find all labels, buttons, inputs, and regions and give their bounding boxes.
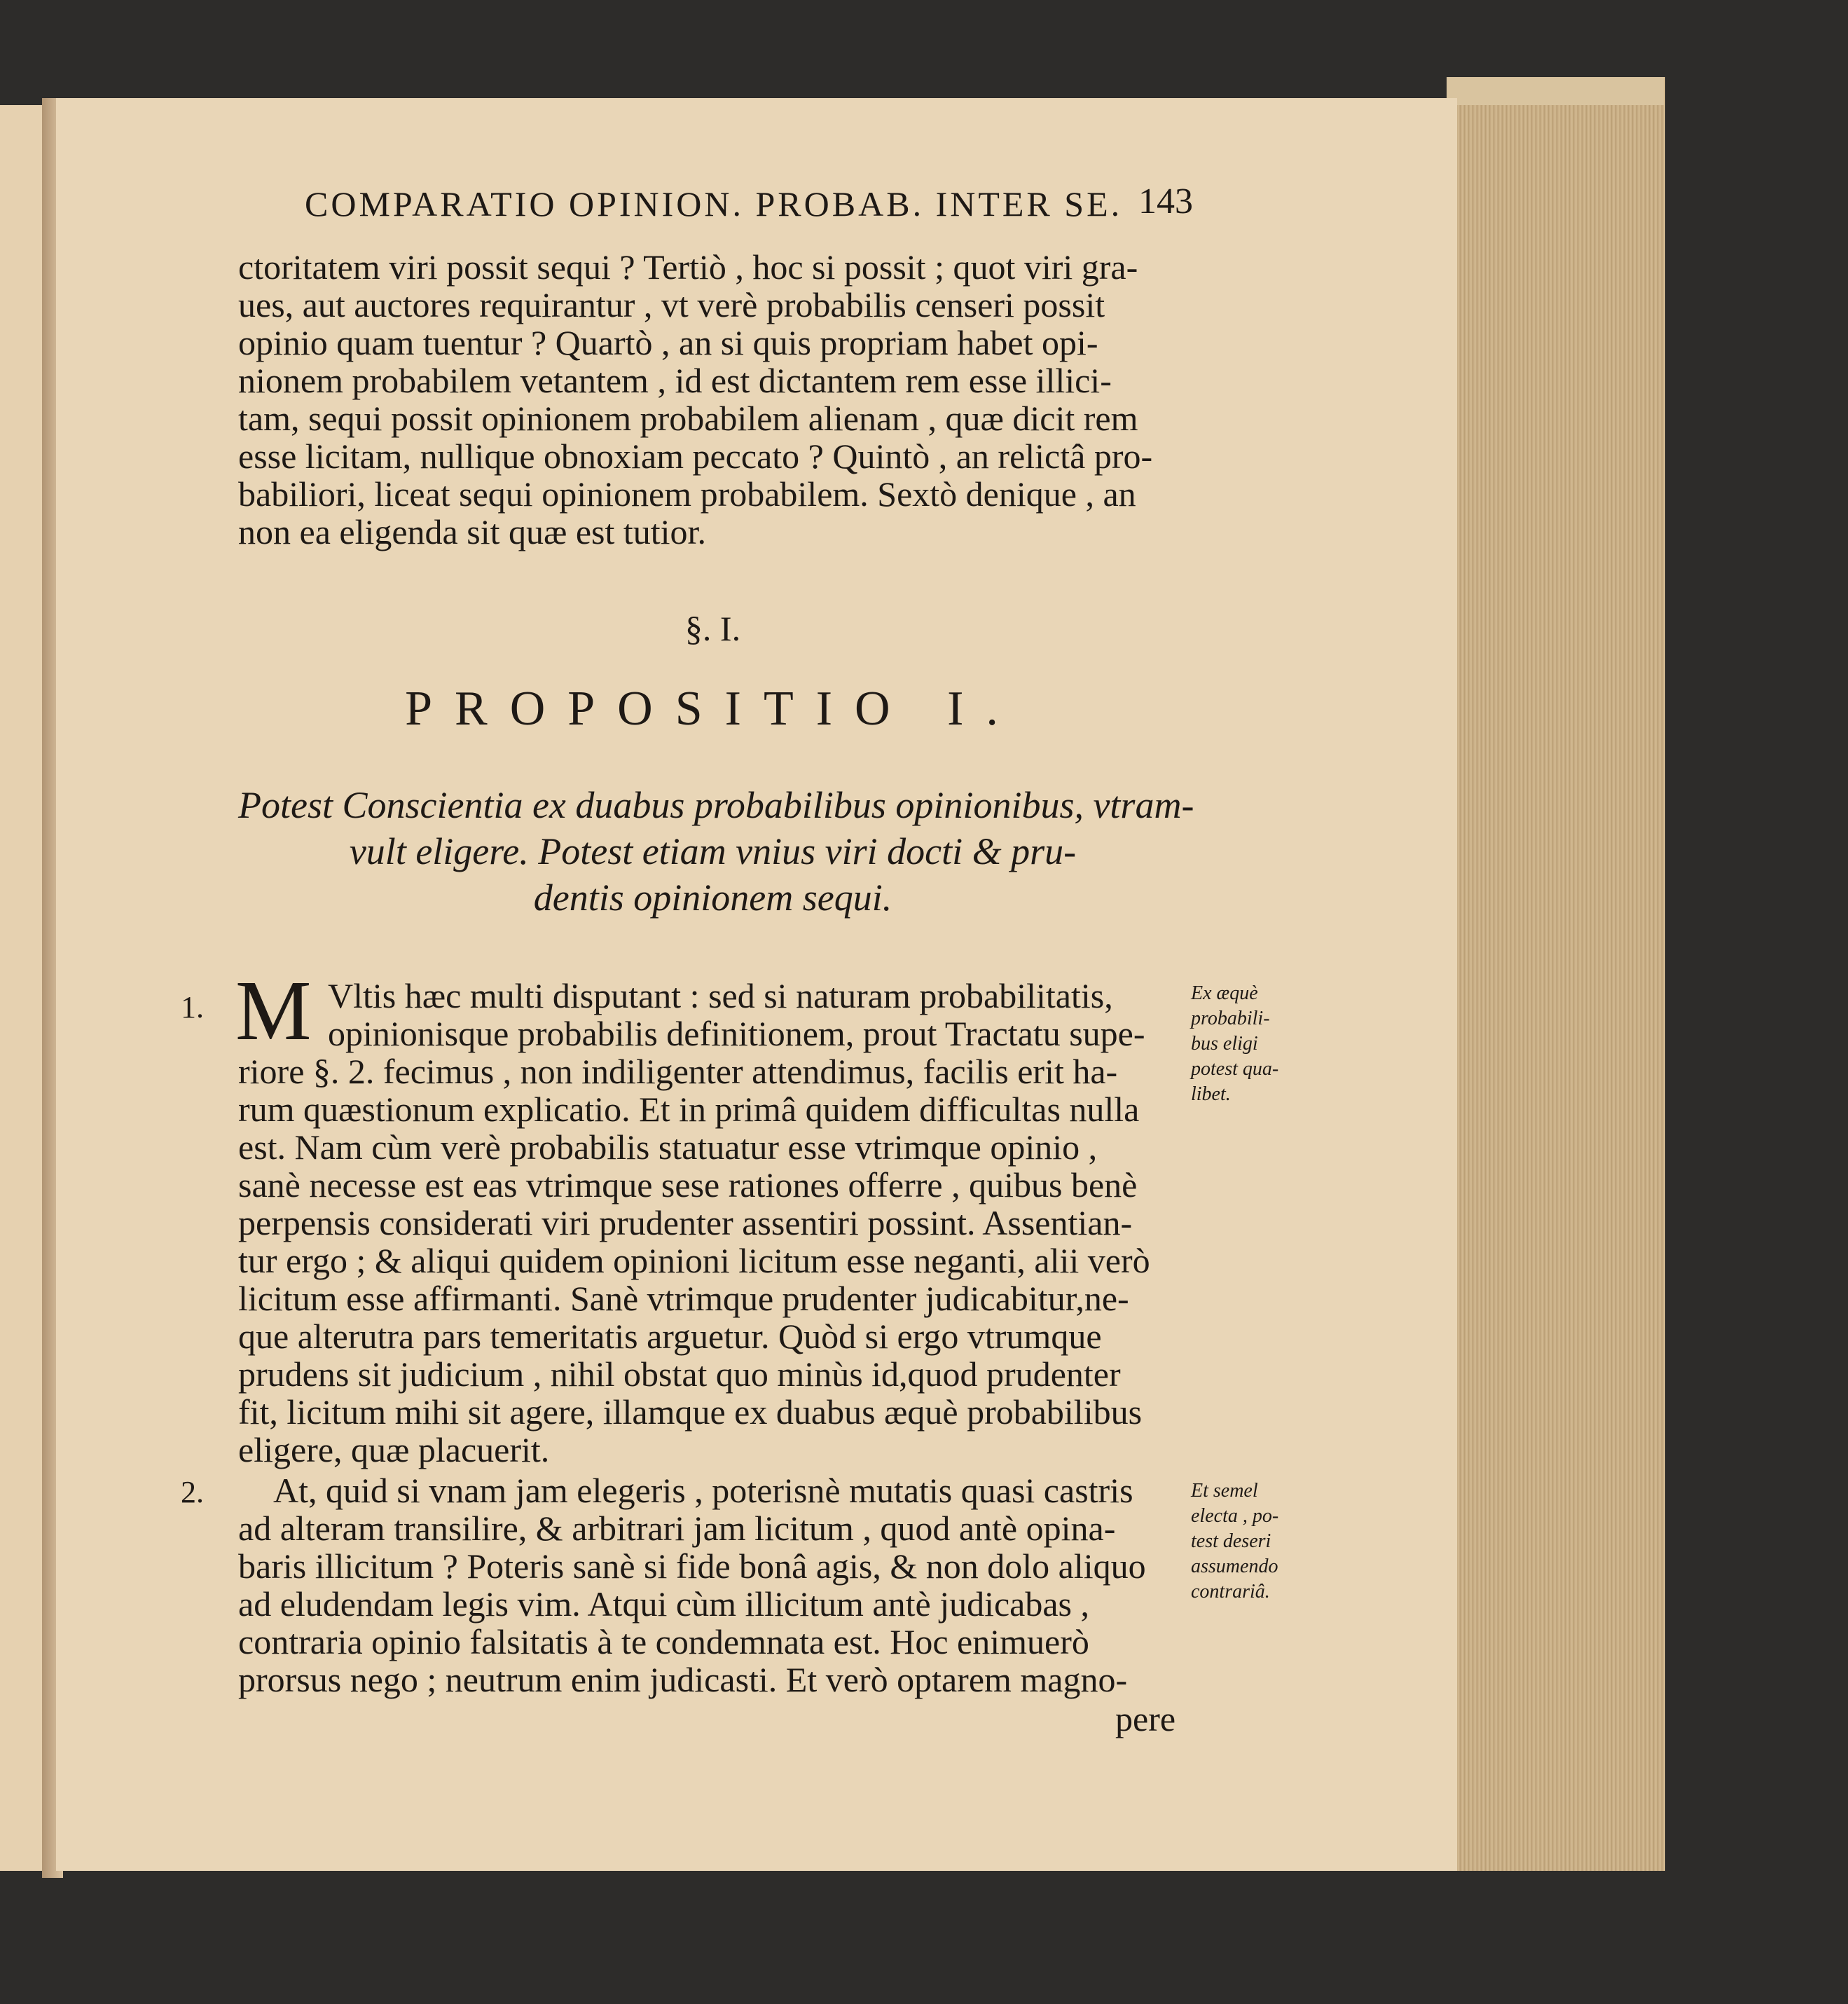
text-line: ues, aut auctores requirantur , vt verè probabilis censeri possit	[238, 285, 1105, 324]
text-line: At, quid si vnam jam elegeris , poterisnè mutatis quasi castris	[273, 1471, 1133, 1510]
text-line: nionem probabilem vetantem , id est dictantem rem esse illici-	[238, 361, 1112, 400]
proposition-line: dentis opinionem sequi.	[533, 877, 892, 919]
margin-note-line: potest qua-	[1191, 1058, 1279, 1080]
text-line: que alterutra pars temeritatis arguetur. Quòd si ergo vtrumque	[238, 1317, 1102, 1356]
proposition-line: Potest Conscientia ex duabus probabilibus opinionibus, vtram-	[238, 784, 1194, 826]
section-heading: §. I.	[684, 609, 741, 648]
page-block-top	[1447, 77, 1664, 105]
page-block-edge	[1447, 77, 1665, 1871]
paragraph-number: 1.	[181, 990, 204, 1024]
text-line: rum quæstionum explicatio. Et in primâ quidem difficultas nulla	[238, 1090, 1140, 1129]
margin-note-line: Ex æquè	[1191, 982, 1258, 1004]
page-number: 143	[1138, 181, 1193, 221]
running-title: COMPARATIO OPINION. PROBAB. INTER SE.	[305, 184, 1123, 224]
text-line: prorsus nego ; neutrum enim judicasti. Et verò optarem magno-	[238, 1660, 1128, 1699]
text-line: tam, sequi possit opinionem probabilem alienam , quæ dicit rem	[238, 399, 1138, 438]
text-line: ad alteram transilire, & arbitrari jam licitum , quod antè opina-	[238, 1509, 1116, 1548]
text-line: ctoritatem viri possit sequi ? Tertiò , hoc si possit ; quot viri gra-	[238, 247, 1138, 287]
text-line: opinio quam tuentur ? Quartò , an si quis propriam habet opi-	[238, 323, 1098, 362]
margin-note-line: assumendo	[1191, 1556, 1278, 1577]
proposition-line: vult eligere. Potest etiam vnius viri docti & pru-	[349, 830, 1077, 872]
text-line: eligere, quæ placuerit.	[238, 1430, 550, 1469]
margin-note	[1191, 1478, 1278, 1605]
text-line: sanè necesse est eas vtrimque sese rationes offerre , quibus benè	[238, 1165, 1138, 1205]
text-line: baris illicitum ? Poteris sanè si fide bonâ agis, & non dolo aliquo	[238, 1546, 1146, 1586]
drop-capital: M	[235, 963, 312, 1058]
text-line: fit, licitum mihi sit agere, illamque ex duabus æquè probabilibus	[238, 1392, 1143, 1432]
margin-note-line: bus eligi	[1191, 1033, 1258, 1055]
text-line: contraria opinio falsitatis à te condemnata est. Hoc enimuerò	[238, 1622, 1089, 1661]
text-line: esse licitam, nullique obnoxiam peccato ? Quintò , an relictâ pro-	[238, 437, 1153, 476]
text-line: prudens sit judicium , nihil obstat quo minùs id,quod prudenter	[238, 1354, 1121, 1394]
text-line: opinionisque probabilis definitionem, prout Tractatu supe-	[328, 1014, 1145, 1053]
margin-note-line: Et semel	[1191, 1480, 1258, 1502]
margin-note	[1191, 981, 1278, 1107]
text-line: perpensis considerati viri prudenter assentiri possint. Assentian-	[238, 1203, 1133, 1242]
margin-note-line: test deseri	[1191, 1530, 1271, 1552]
text-line: tur ergo ; & aliqui quidem opinioni licitum esse neganti, alii verò	[238, 1241, 1150, 1280]
text-line: ad eludendam legis vim. Atqui cùm illicitum antè judicabas ,	[238, 1584, 1090, 1624]
proposition-title: PROPOSITIO I.	[405, 682, 1021, 736]
text-line: riore §. 2. fecimus , non indiligenter attendimus, facilis erit ha-	[238, 1052, 1118, 1091]
text-line: Vltis hæc multi disputant : sed si naturam probabilitatis,	[328, 976, 1113, 1015]
paragraph-number: 2.	[181, 1475, 204, 1509]
text-line: licitum esse affirmanti. Sanè vtrimque prudenter judicabitur,ne-	[238, 1279, 1129, 1318]
catchword: pere	[1115, 1699, 1176, 1738]
text-line: non ea eligenda sit quæ est tutior.	[238, 512, 706, 551]
text-line: est. Nam cùm verè probabilis statuatur esse vtrimque opinio ,	[238, 1127, 1098, 1167]
margin-note-line: probabili-	[1191, 1008, 1270, 1029]
margin-note-line: contrariâ.	[1191, 1581, 1270, 1602]
margin-note-line: libet.	[1191, 1083, 1231, 1105]
margin-note-line: electa , po-	[1191, 1505, 1279, 1527]
text-line: babiliori, liceat sequi opinionem probabilem. Sextò denique , an	[238, 474, 1136, 514]
